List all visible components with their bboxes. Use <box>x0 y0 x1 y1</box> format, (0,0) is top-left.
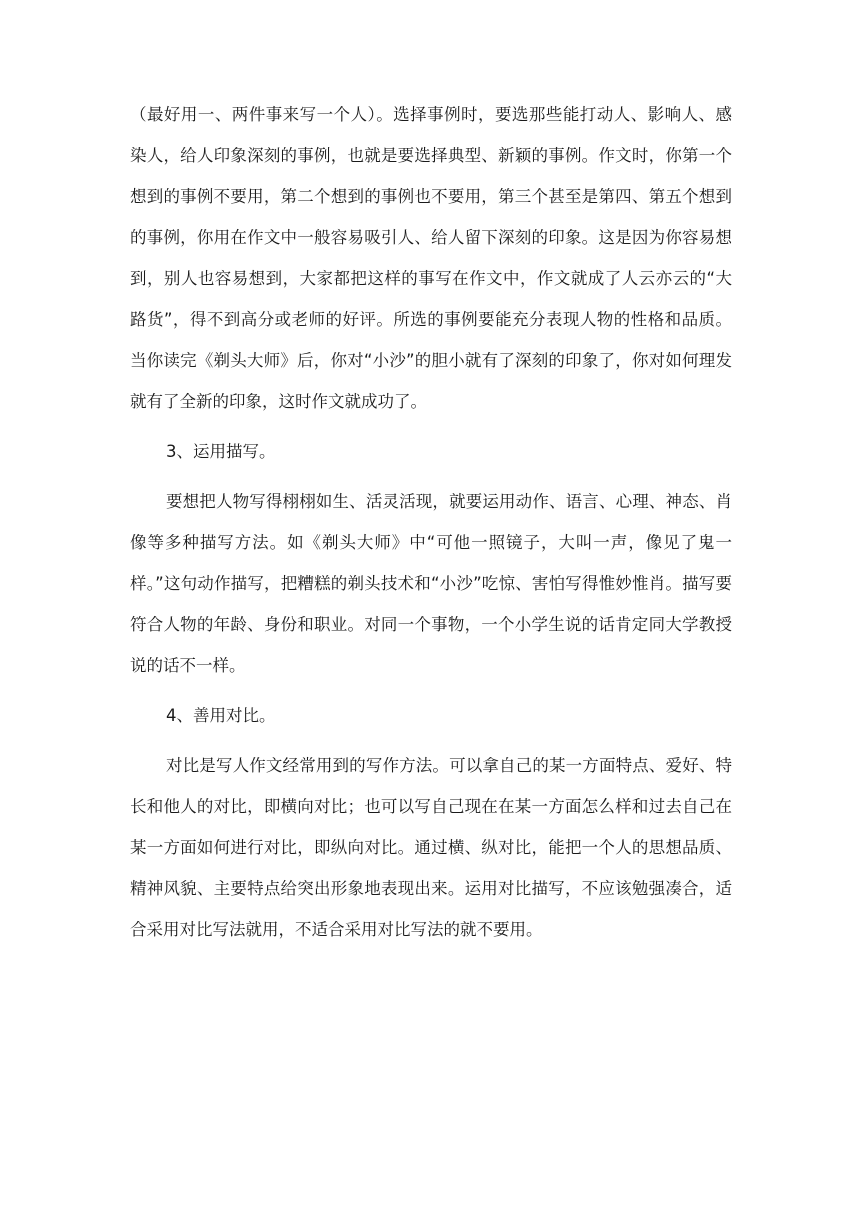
paragraph-continuation: （最好用一、两件事来写一个人）。选择事例时，要选那些能打动人、影响人、感染人，给人印象深刻的事例，也就是要选择典型、新颖的事例。作文时，你第一个想到的事例不要用，第二个想到的事例也不要用，第三个甚至是第四、第五个想到的事例，你用在作文中一般容易吸引人、给人留下深刻的印象。这是因为你容易想到，别人也容易想到，大家都把这样的事写在作文中，作文就成了人云亦云的“大路货”，得不到高分或老师的好评。所选的事例要能充分表现人物的性格和品质。当你读完《剃头大师》后，你对“小沙”的胆小就有了深刻的印象了，你对如何理发就有了全新的印象，这时作文就成功了。 <box>130 105 732 411</box>
paragraph-contrast: 对比是写人作文经常用到的写作方法。可以拿自己的某一方面特点、爱好、特长和他人的对比，即横向对比；也可以写自己现在在某一方面怎么样和过去自己在某一方面如何进行对比，即纵向对比。通过横、纵对比，能把一个人的思想品质、精神风貌、主要特点给突出形象地表现出来。运用对比描写，不应该勉强凑合，适合采用对比写法就用，不适合采用对比写法的就不要用。 <box>130 756 732 939</box>
paragraph-description: 要想把人物写得栩栩如生、活灵活现，就要运用动作、语言、心理、神态、肖像等多种描写方法。如《剃头大师》中“可他一照镜子，大叫一声，像见了鬼一样。”这句动作描写，把糟糕的剃头技术和“小沙”吃惊、害怕写得惟妙惟肖。描写要符合人物的年龄、身份和职业。对同一个事物，一个小学生说的话肯定同大学教授说的话不一样。 <box>130 492 732 675</box>
section-heading-4: 4、善用对比。 <box>166 706 276 725</box>
document-body <box>130 94 732 950</box>
section-heading-3: 3、运用描写。 <box>166 442 276 461</box>
